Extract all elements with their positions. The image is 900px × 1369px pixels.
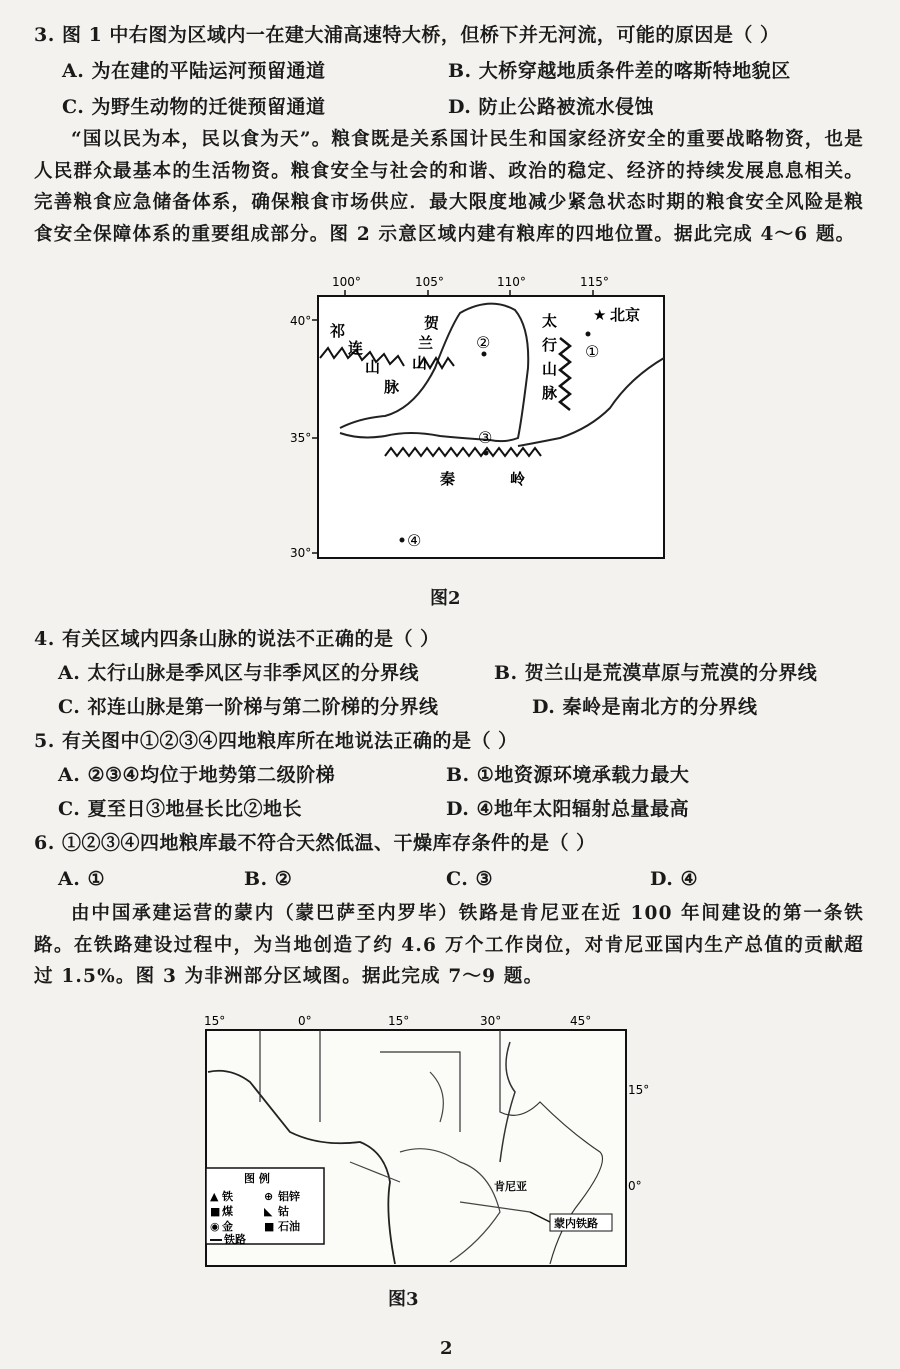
q3-option-a: A. 为在建的平陆运河预留通道	[62, 60, 326, 82]
label-taihang-char4: 脉	[542, 384, 558, 402]
lon-label-110: 110°	[497, 275, 526, 289]
lon-label-0: 0°	[298, 1014, 312, 1028]
lon-label-15w: 15°	[204, 1014, 226, 1028]
label-helan-char1: 贺	[424, 314, 440, 332]
lat-label-35: 35°	[290, 431, 312, 445]
figure-2-map	[290, 268, 680, 578]
legend-title: 图 例	[244, 1172, 270, 1185]
label-helan-char3: 山	[412, 354, 428, 372]
q3-stem: 3. 图 1 中右图为区域内一在建大浦高速特大桥，但桥下并无河流，可能的原因是（ ）	[34, 24, 780, 46]
lon-label-115: 115°	[580, 275, 609, 289]
figure-3-map	[200, 1012, 660, 1274]
label-taihang-char1: 太	[542, 312, 558, 330]
lon-label-100: 100°	[332, 275, 361, 289]
point-1: ①	[585, 342, 600, 361]
legend-gold-icon: ◉	[210, 1220, 220, 1233]
lon-label-15e: 15°	[388, 1014, 410, 1028]
label-qilian-char1: 祁	[330, 322, 346, 340]
q6-option-a: A. ①	[58, 868, 106, 890]
legend-alzn-icon: ⊕	[264, 1190, 274, 1203]
page-number: 2	[440, 1338, 453, 1359]
passage-mombasa-nairobi-railway: 由中国承建运营的蒙内（蒙巴萨至内罗毕）铁路是肯尼亚在近 100 年间建设的第一条铁路。在铁路建设过程中，为当地创造了约 4.6 万个工作岗位，对肯尼亚国内生产总值的贡献超过 1.5%。图 3 为非洲部分区域图。据此完成 7～9 题。	[34, 903, 864, 987]
q5-option-d: D. ④地年太阳辐射总量最高	[446, 798, 690, 820]
legend-cobalt: 钴	[278, 1205, 289, 1218]
lat-label-0: 0°	[628, 1179, 642, 1193]
figure-2-caption: 图2	[430, 588, 461, 609]
q6-option-b: B. ②	[244, 868, 293, 890]
legend-coal: 煤	[222, 1205, 233, 1218]
q4-option-b: B. 贺兰山是荒漠草原与荒漠的分界线	[494, 662, 818, 684]
q5-stem: 5. 有关图中①②③④四地粮库所在地说法正确的是（ ）	[34, 730, 518, 752]
label-taihang-char2: 行	[542, 336, 558, 354]
q5-option-c: C. 夏至日③地昼长比②地长	[58, 798, 303, 820]
q6-option-c: C. ③	[446, 868, 494, 890]
label-qilian-char2: 连	[348, 339, 364, 357]
lat-label-15n: 15°	[628, 1083, 650, 1097]
beijing-label: 北京	[610, 306, 641, 324]
legend-iron: 铁	[222, 1190, 233, 1203]
point-3: ③	[478, 428, 493, 447]
q3-option-b: B. 大桥穿越地质条件差的喀斯特地貌区	[448, 60, 791, 82]
q3-option-d: D. 防止公路被流水侵蚀	[448, 96, 655, 118]
legend-coal-icon: ■	[210, 1205, 221, 1218]
label-qinling-char1: 秦	[440, 470, 456, 488]
label-qinling-char2: 岭	[510, 470, 526, 488]
q4-option-c: C. 祁连山脉是第一阶梯与第二阶梯的分界线	[58, 696, 439, 718]
railway-label: 蒙内铁路	[554, 1217, 598, 1230]
label-qilian-char4: 脉	[384, 378, 400, 396]
lon-label-45e: 45°	[570, 1014, 592, 1028]
lon-label-105: 105°	[415, 275, 444, 289]
q6-stem: 6. ①②③④四地粮库最不符合天然低温、干燥库存条件的是（ ）	[34, 832, 596, 854]
q4-option-d: D. 秦岭是南北方的分界线	[532, 696, 758, 718]
legend-iron-icon: ▲	[210, 1190, 219, 1203]
lat-label-40: 40°	[290, 314, 312, 328]
legend-gold: 金	[222, 1220, 233, 1233]
q5-option-a: A. ②③④均位于地势第二级阶梯	[58, 764, 336, 786]
kenya-label: 肯尼亚	[494, 1180, 527, 1193]
q3-option-c: C. 为野生动物的迁徙预留通道	[62, 96, 326, 118]
legend-oil: 石油	[278, 1220, 300, 1233]
legend-cobalt-icon: ◣	[264, 1205, 273, 1218]
legend-alzn: 铝锌	[278, 1190, 300, 1203]
label-helan-char2: 兰	[418, 334, 434, 352]
lon-label-30e: 30°	[480, 1014, 502, 1028]
lat-label-30: 30°	[290, 546, 312, 560]
point-4: ④	[407, 531, 422, 550]
label-qilian-char3: 山	[365, 358, 381, 376]
q4-stem: 4. 有关区域内四条山脉的说法不正确的是（ ）	[34, 628, 440, 650]
q6-option-d: D. ④	[650, 868, 699, 890]
point-2: ②	[476, 333, 491, 352]
legend-oil-icon: ■	[264, 1220, 275, 1233]
q4-option-a: A. 太行山脉是季风区与非季风区的分界线	[58, 662, 419, 684]
label-taihang-char3: 山	[542, 360, 558, 378]
beijing-star-icon: ★	[593, 306, 607, 324]
figure-3-caption: 图3	[388, 1289, 419, 1310]
legend-railway: 铁路	[224, 1233, 246, 1246]
q5-option-b: B. ①地资源环境承载力最大	[446, 764, 690, 786]
passage-grain-security: “国以民为本，民以食为天”。粮食既是关系国计民生和国家经济安全的重要战略物资，也是人民群众最基本的生活物资。粮食安全与社会的和谐、政治的稳定、经济的持续发展息息相关。完善粮食应急储备体系，确保粮食市场供应．最大限度地减少紧急状态时期的粮食安全风险是粮食安全保障体系的重要组成部分。图 2 示意区域内建有粮库的四地位置。据此完成 4～6 题。	[34, 129, 864, 245]
